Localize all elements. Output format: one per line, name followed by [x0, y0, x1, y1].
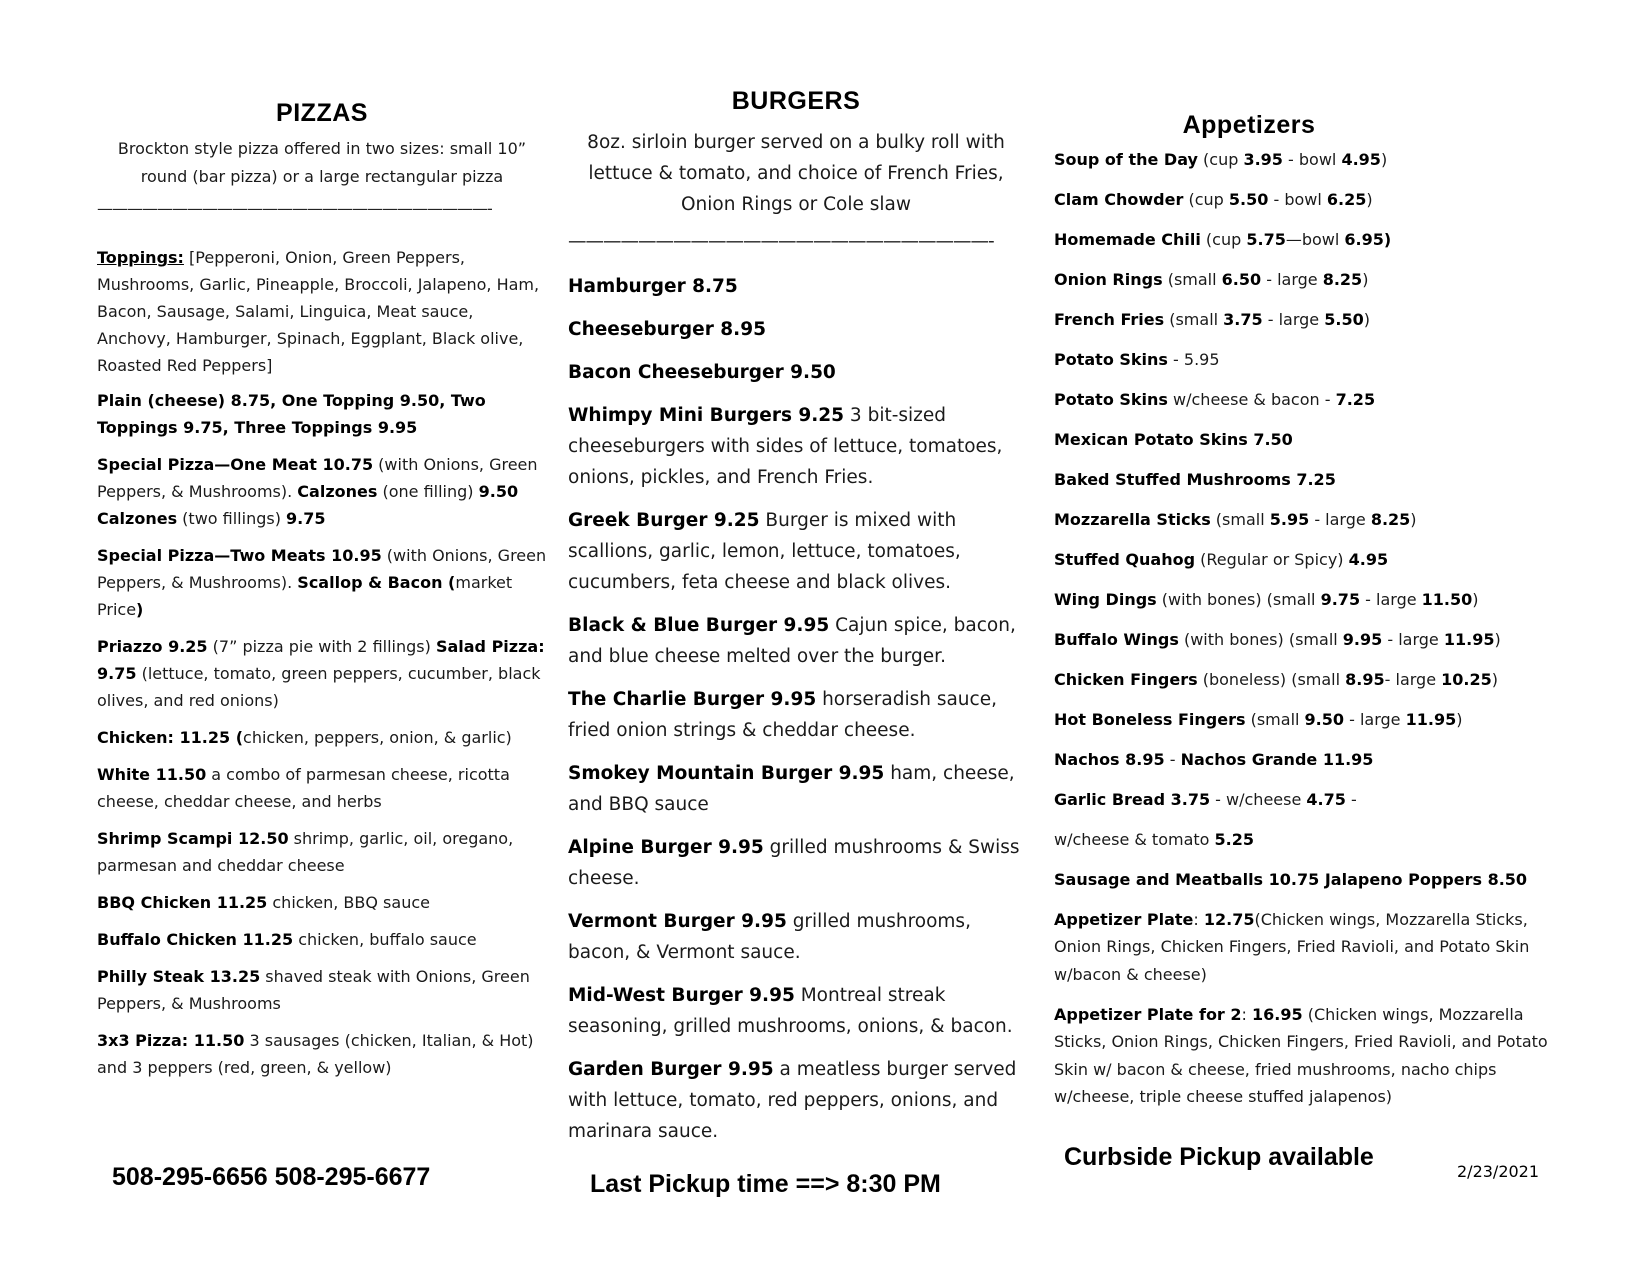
menu-item: [568, 400, 1024, 493]
item-description: - bowl: [1282, 149, 1342, 169]
item-name-price: Appetizer Plate for 2: [1054, 1004, 1242, 1024]
item-description: a combo of parmesan cheese, ricotta cheese, cheddar cheese, and herbs: [97, 765, 510, 811]
item-description: ham, cheese, and BBQ sauce: [568, 763, 1015, 815]
item-description: - bowl: [1268, 189, 1327, 209]
item-description: (small: [1164, 309, 1224, 329]
item-name-price: Appetizer Plate: [1054, 909, 1194, 929]
item-name-price: Shrimp Scampi 12.50: [97, 829, 289, 848]
item-description: (cup: [1200, 229, 1247, 249]
item-name-price: The Charlie Burger 9.95: [568, 689, 817, 710]
item-name-price: 9.95: [1342, 629, 1383, 649]
item-description: (small: [1245, 709, 1305, 729]
item-description: w/cheese & bacon -: [1167, 389, 1336, 409]
item-description: ): [1410, 509, 1417, 529]
item-description: - large: [1382, 629, 1444, 649]
item-description: :: [1193, 909, 1204, 929]
item-name-price: French Fries: [1054, 309, 1165, 329]
item-description: 3 sausages (chicken, Italian, & Hot) and 3 peppers (red, green, & yellow): [97, 1031, 534, 1077]
appetizers-title: Appetizers: [1182, 111, 1316, 139]
item-name-price: 4.95: [1348, 549, 1389, 569]
item-name-price: 10.25: [1441, 669, 1492, 689]
menu-item: [97, 825, 547, 879]
item-description: (with bones) (small: [1156, 589, 1321, 609]
menu-item: [568, 1054, 1024, 1147]
item-name-price: Salad Pizza: 9.75: [97, 637, 545, 683]
menu-item: [1054, 586, 1559, 614]
item-description: -: [1345, 789, 1357, 809]
menu-item: [568, 980, 1024, 1042]
menu-item: [568, 357, 1024, 388]
item-description: - large: [1262, 309, 1325, 329]
menu-item: [97, 926, 547, 953]
item-name-price: Stuffed Quahog: [1054, 549, 1196, 569]
item-description: shaved steak with Onions, Green Peppers, & Mushrooms: [97, 967, 530, 1013]
item-name-price: 8.25: [1370, 509, 1411, 529]
item-name-price: 16.95: [1252, 1004, 1303, 1024]
menu-item: [1054, 826, 1559, 854]
item-description: ): [1491, 669, 1498, 689]
item-name-price: Soup of the Day: [1054, 149, 1198, 169]
item-name-price: Garden Burger 9.95: [568, 1059, 774, 1080]
item-name-price: 3.75: [1223, 309, 1263, 329]
item-description: a meatless burger served with lettuce, tomato, red peppers, onions, and marinara sauce.: [568, 1059, 1017, 1142]
item-name-price: Bacon Cheeseburger 9.50: [568, 362, 836, 383]
item-description: (with Onions, Green Peppers, & Mushrooms).: [97, 455, 538, 501]
item-description: - large: [1309, 509, 1371, 529]
item-name-price: 11.50: [1421, 589, 1473, 609]
item-name-price: Potato Skins: [1054, 389, 1168, 409]
item-description: Cajun spice, bacon, and blue cheese melted over the burger.: [568, 615, 1016, 667]
item-name-price: Mexican Potato Skins 7.50: [1054, 429, 1293, 449]
item-name-price: 5.50: [1228, 189, 1269, 209]
item-name-price: White 11.50: [97, 765, 207, 784]
pizzas-divider: ——————————————————————————-: [97, 199, 492, 218]
item-description: (with bones) (small: [1178, 629, 1343, 649]
item-name-price: 12.75: [1203, 909, 1255, 929]
item-description: - large: [1344, 709, 1406, 729]
item-description: - large: [1360, 589, 1422, 609]
item-name-price: Black & Blue Burger 9.95: [568, 615, 830, 636]
menu-item: [1054, 266, 1559, 294]
item-description: (7” pizza pie with 2 fillings): [207, 637, 436, 656]
toppings-list: [97, 244, 547, 379]
item-description: Burger is mixed with scallions, garlic, lemon, lettuce, tomatoes, cucumbers, feta cheese and black olives.: [568, 510, 961, 593]
menu-item: [1054, 906, 1559, 989]
appetizer-items: [1054, 146, 1559, 1111]
item-name-price: Hamburger 8.75: [568, 276, 738, 297]
item-name-price: 5.50: [1324, 309, 1364, 329]
item-description: chicken, peppers, onion, & garlic): [243, 728, 512, 747]
burgers-divider: ————————————————————————-: [568, 231, 994, 252]
menu-item: [97, 889, 547, 916]
item-description: (Chicken wings, Mozzarella Sticks, Onion Rings, Chicken Fingers, Fried Ravioli, and Potato Skin w/bacon & cheese): [1054, 909, 1530, 984]
toppings-text: [Pepperoni, Onion, Green Peppers, Mushrooms, Garlic, Pineapple, Broccoli, Jalapeno, Ham, Bacon, Sausage, Salami, Linguica, Meat sauce, Anchovy, Hamburger, Spinach, Eggplant, Black olive, Roasted Red Peppers]: [97, 248, 540, 375]
item-description: grilled mushrooms & Swiss cheese.: [568, 837, 1020, 889]
item-name-price: 9.75: [1320, 589, 1361, 609]
pizzas-intro: Brockton style pizza offered in two sizes: small 10” round (bar pizza) or a large rectangular pizza: [117, 139, 527, 186]
menu-item: [1054, 466, 1559, 494]
item-description: Montreal streak seasoning, grilled mushrooms, onions, & bacon.: [568, 985, 1013, 1037]
item-description: shrimp, garlic, oil, oregano, parmesan and cheddar cheese: [97, 829, 514, 875]
item-description: ): [1456, 709, 1463, 729]
item-name-price: Alpine Burger 9.95: [568, 837, 764, 858]
item-description: (Chicken wings, Mozzarella Sticks, Onion Rings, Chicken Fingers, Fried Ravioli, and Potato Skin w/ bacon & cheese, fried mushrooms, nacho chips w/cheese, triple cheese stuffed jalapenos): [1054, 1004, 1548, 1106]
item-description: chicken, BBQ sauce: [267, 893, 430, 912]
menu-item: [1054, 746, 1559, 774]
item-name-price: Special Pizza—One Meat 10.75: [97, 455, 374, 474]
menu-date: 2/23/2021: [1457, 1162, 1540, 1181]
item-name-price: 8.95: [1345, 669, 1385, 689]
item-name-price: Wing Dings: [1054, 589, 1157, 609]
item-name-price: Baked Stuffed Mushrooms 7.25: [1054, 469, 1336, 489]
menu-item: [97, 724, 547, 751]
item-description: (cup: [1183, 189, 1229, 209]
item-name-price: Priazzo 9.25: [97, 637, 208, 656]
item-description: ): [1494, 629, 1501, 649]
item-description: (boneless) (small: [1197, 669, 1346, 689]
item-name-price: Mozzarella Sticks: [1054, 509, 1211, 529]
menu-item: [568, 505, 1024, 598]
pizza-items: [97, 387, 547, 1081]
item-name-price: Whimpy Mini Burgers 9.25: [568, 405, 845, 426]
burgers-column: [568, 86, 1024, 1159]
menu-item: [97, 387, 547, 441]
last-pickup-time: Last Pickup time ==> 8:30 PM: [590, 1170, 941, 1198]
item-name-price: Philly Steak 13.25: [97, 967, 261, 986]
item-name-price: 3x3 Pizza: 11.50: [97, 1031, 245, 1050]
phone-numbers: 508-295-6656 508-295-6677: [112, 1163, 431, 1191]
item-name-price: 6.95): [1344, 229, 1392, 249]
menu-item: [1054, 626, 1559, 654]
item-name-price: Clam Chowder: [1054, 189, 1184, 209]
item-description: —bowl: [1285, 229, 1345, 249]
item-description: chicken, buffalo sauce: [293, 930, 477, 949]
item-description: - w/cheese: [1210, 789, 1307, 809]
menu-item: [568, 758, 1024, 820]
item-name-price: 8.25: [1322, 269, 1363, 289]
menu-item: [97, 963, 547, 1017]
item-name-price: 9.50: [1304, 709, 1345, 729]
menu-item: [568, 906, 1024, 968]
item-description: grilled mushrooms, bacon, & Vermont sauce.: [568, 911, 971, 963]
item-description: ): [1363, 309, 1370, 329]
item-description: -: [1164, 749, 1181, 769]
menu-item: [1054, 226, 1559, 254]
appetizers-column: [1054, 112, 1559, 1123]
item-name-price: Buffalo Wings: [1054, 629, 1179, 649]
item-name-price: Scallop & Bacon (: [297, 573, 456, 592]
menu-item: [1054, 346, 1559, 374]
burger-items: [568, 271, 1024, 1147]
menu-item: [1054, 1001, 1559, 1111]
item-description: (small: [1162, 269, 1222, 289]
menu-item: [568, 610, 1024, 672]
item-name-price: 7.25: [1335, 389, 1376, 409]
item-description: - 5.95: [1167, 349, 1220, 369]
item-name-price: Special Pizza—Two Meats 10.95: [97, 546, 382, 565]
item-description: market Price: [97, 573, 513, 619]
menu-item: [1054, 706, 1559, 734]
burgers-title: BURGERS: [731, 87, 861, 115]
item-name-price: Potato Skins: [1054, 349, 1168, 369]
item-name-price: Homemade Chili: [1054, 229, 1201, 249]
item-name-price: Mid-West Burger 9.95: [568, 985, 795, 1006]
item-name-price: Chicken Fingers: [1054, 669, 1198, 689]
burgers-intro: 8oz. sirloin burger served on a bulky roll with lettuce & tomato, and choice of French Fries, Onion Rings or Cole slaw: [587, 132, 1005, 215]
item-name-price: Onion Rings: [1054, 269, 1163, 289]
item-name-price: Vermont Burger 9.95: [568, 911, 787, 932]
item-description: (lettuce, tomato, green peppers, cucumber, black olives, and red onions): [97, 664, 541, 710]
item-name-price: 6.25: [1326, 189, 1367, 209]
item-name-price: 11.95: [1405, 709, 1457, 729]
menu-item: [97, 451, 547, 532]
menu-item: [568, 684, 1024, 746]
item-description: (Regular or Spicy): [1195, 549, 1349, 569]
item-description: (with Onions, Green Peppers, & Mushrooms).: [97, 546, 547, 592]
item-name-price: 5.95: [1269, 509, 1310, 529]
menu-item: [1054, 306, 1559, 334]
item-description: ): [1472, 589, 1479, 609]
item-description: (small: [1210, 509, 1270, 529]
toppings-label: Toppings:: [97, 248, 184, 267]
item-description: (cup: [1197, 149, 1244, 169]
item-description: ): [1366, 189, 1373, 209]
menu-item: [568, 271, 1024, 302]
item-name-price: 4.75: [1306, 789, 1346, 809]
item-name-price: Calzones: [297, 482, 378, 501]
item-description: ): [1380, 149, 1388, 169]
item-name-price: 9.50 Calzones: [97, 482, 519, 528]
menu-item: [1054, 186, 1559, 214]
item-name-price: 9.75: [286, 509, 326, 528]
item-name-price: Chicken: 11.25 (: [97, 728, 244, 747]
item-name-price: 5.75: [1246, 229, 1286, 249]
item-name-price: Nachos Grande 11.95: [1180, 749, 1374, 769]
pizzas-title: PIZZAS: [276, 99, 368, 127]
item-description: - large: [1384, 669, 1442, 689]
item-name-price: Hot Boneless Fingers: [1054, 709, 1246, 729]
menu-item: [1054, 506, 1559, 534]
menu-item: [97, 761, 547, 815]
menu-item: [1054, 666, 1559, 694]
menu-item: [1054, 866, 1559, 894]
menu-item: [568, 314, 1024, 345]
item-name-price: 3.95: [1243, 149, 1283, 169]
item-description: (one filling): [377, 482, 479, 501]
item-name-price: Nachos 8.95: [1054, 749, 1165, 769]
menu-item: [1054, 786, 1559, 814]
item-description: - large: [1261, 269, 1323, 289]
menu-item: [97, 633, 547, 714]
menu-item: [97, 542, 547, 623]
item-name-price: ): [136, 600, 144, 619]
item-name-price: 6.50: [1221, 269, 1262, 289]
item-name-price: 4.95: [1341, 149, 1381, 169]
item-name-price: Garlic Bread 3.75: [1054, 789, 1211, 809]
item-description: ): [1362, 269, 1369, 289]
item-name-price: Greek Burger 9.25: [568, 510, 760, 531]
menu-item: [1054, 426, 1559, 454]
item-name-price: Cheeseburger 8.95: [568, 319, 766, 340]
pizzas-column: [97, 100, 547, 1091]
menu-item: [1054, 546, 1559, 574]
item-name-price: Smokey Mountain Burger 9.95: [568, 763, 885, 784]
item-name-price: BBQ Chicken 11.25: [97, 893, 268, 912]
menu-item: [1054, 386, 1559, 414]
curbside-pickup: Curbside Pickup available: [1064, 1143, 1374, 1171]
item-name-price: 5.25: [1214, 829, 1255, 849]
menu-item: [97, 1027, 547, 1081]
item-description: 3 bit-sized cheeseburgers with sides of lettuce, tomatoes, onions, pickles, and French Fries.: [568, 405, 1003, 488]
menu-item: [1054, 146, 1559, 174]
menu-item: [568, 832, 1024, 894]
item-name-price: Sausage and Meatballs 10.75 Jalapeno Poppers 8.50: [1054, 869, 1528, 889]
item-description: :: [1241, 1004, 1253, 1024]
item-name-price: Plain (cheese) 8.75, One Topping 9.50, Two Toppings 9.75, Three Toppings 9.95: [97, 391, 486, 437]
item-name-price: Buffalo Chicken 11.25: [97, 930, 294, 949]
item-description: w/cheese & tomato: [1054, 829, 1215, 849]
item-name-price: 11.95: [1443, 629, 1495, 649]
item-description: horseradish sauce, fried onion strings & cheddar cheese.: [568, 689, 997, 741]
item-description: (two fillings): [177, 509, 287, 528]
